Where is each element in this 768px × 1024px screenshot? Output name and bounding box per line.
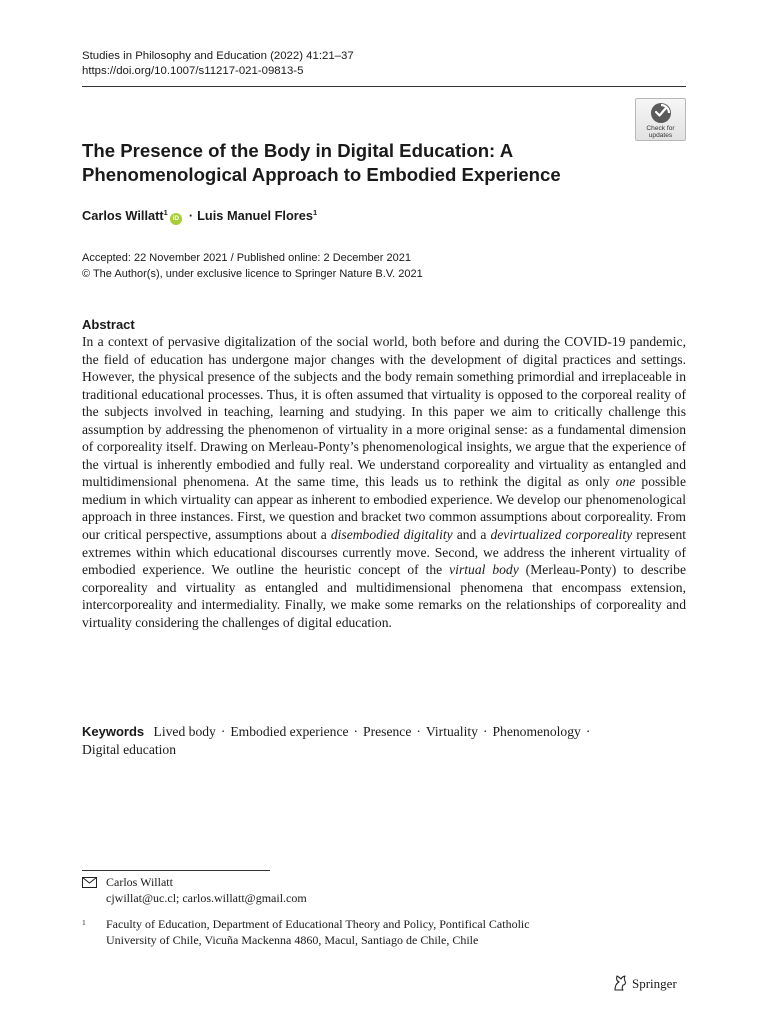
- emphasis: disembodied digitality: [330, 527, 453, 543]
- keyword-separator: ·: [416, 724, 421, 739]
- badge-line-2: updates: [648, 132, 673, 139]
- paper-title: The Presence of the Body in Digital Education: A Phenomenological Approach to Embodied Experience: [82, 140, 561, 185]
- keywords-label: Keywords: [82, 724, 145, 739]
- keyword: Digital education: [82, 742, 176, 757]
- keyword-separator: ·: [220, 724, 226, 739]
- correspondence-note: [82, 875, 307, 906]
- check-for-updates-badge[interactable]: [635, 98, 686, 141]
- correspondent-name: Carlos Willatt: [106, 875, 173, 889]
- affiliation-line-2: University of Chile, Vicuña Mackenna 4860, Macul, Santiago de Chile, Chile: [106, 932, 479, 947]
- author-name[interactable]: Luis Manuel Flores: [197, 208, 313, 223]
- footnote-divider: [82, 870, 270, 871]
- publisher-logo[interactable]: [612, 974, 677, 992]
- keyword: Presence: [363, 724, 412, 739]
- orcid-icon[interactable]: iD: [170, 213, 182, 225]
- affiliation-marker: 1: [163, 208, 168, 217]
- emphasis: virtual body: [449, 562, 519, 578]
- keyword: Phenomenology: [492, 724, 581, 739]
- badge-line-1: Check for: [646, 125, 675, 132]
- affiliation-number: 1: [82, 918, 86, 927]
- publisher-name: Springer: [632, 976, 677, 991]
- header-divider: [82, 86, 686, 87]
- keyword-separator: ·: [482, 724, 488, 739]
- springer-horse-logo-icon: [612, 974, 628, 991]
- abstract-body: In a context of pervasive digitalization of the social world, both before and during the COVID-19 pandemic, the field of education has undergone major changes with the development of digital practices and settings. However, the physical presence of the subjects and the body remain something primordial and irreplaceable in traditional educational processes. Thus, it is often assumed that virtuality is opposed to the corporeal reality of the subjects involved in teaching, learning and studying. In this paper we aim to critically challenge this assumption by addressing the phenomenon of virtuality in a more original sense: as a fundamental dimension of corporeality itself. Drawing on Merleau-Ponty’s phenomenological insights, we argue that the experience of the virtual is inherently embodied and fully real. We understand corporeality and virtuality as entangled and multidimensional phenomena. At the same time, this leads us to rethink the digital as only one possible medium in which virtuality can appear as inherent to embodied experience. We develop our phenomenological approach in three instances. First, we question and bracket two common assumptions about corporeality. From our critical perspective, assumptions about a disembodied digitality and a devirtualized corporeality represent extremes within which educational discourses currently move. Second, we address the inherent virtuality of embodied experience. We outline the heuristic concept of the virtual body (Merleau-Ponty) to describe corporeality and virtuality as entangled and multidimensional phenomena that encompass extension, intercorporeality and intermediality. Finally, we make some remarks on the relationships of corporeality and virtuality considering the challenges of digital education.: [82, 334, 687, 630]
- affiliation-line-1: Faculty of Education, Department of Educational Theory and Policy, Pontifical Catholic: [106, 917, 530, 931]
- affiliation-footnote: [82, 917, 530, 948]
- correspondent-emails[interactable]: cjwillat@uc.cl; carlos.willatt@gmail.com: [106, 890, 307, 905]
- envelope-icon: [82, 877, 97, 888]
- abstract-heading: Abstract: [82, 317, 135, 332]
- author-separator: ·: [188, 208, 194, 223]
- author-name[interactable]: Carlos Willatt: [82, 208, 164, 223]
- copyright-line: © The Author(s), under exclusive licence to Springer Nature B.V. 2021: [82, 267, 423, 280]
- author-list: [82, 208, 317, 225]
- journal-header: [82, 49, 354, 79]
- emphasis: one: [615, 474, 636, 490]
- keyword: Lived body: [153, 724, 216, 739]
- emphasis: devirtualized corporeality: [490, 527, 633, 543]
- keyword-separator: ·: [353, 724, 359, 739]
- publication-dates: [82, 251, 423, 282]
- affiliation-marker: 1: [313, 208, 318, 217]
- accepted-published-line: Accepted: 22 November 2021 / Published online: 2 December 2021: [82, 252, 411, 264]
- check-for-updates-icon: [650, 102, 672, 124]
- keyword-separator: ·: [585, 724, 591, 739]
- keyword: Embodied experience: [230, 724, 349, 739]
- doi-link[interactable]: https://doi.org/10.1007/s11217-021-09813-5: [82, 65, 304, 77]
- keyword: Virtuality: [425, 724, 478, 739]
- journal-citation: Studies in Philosophy and Education (2022) 41:21–37: [82, 50, 354, 62]
- keywords: [82, 723, 686, 759]
